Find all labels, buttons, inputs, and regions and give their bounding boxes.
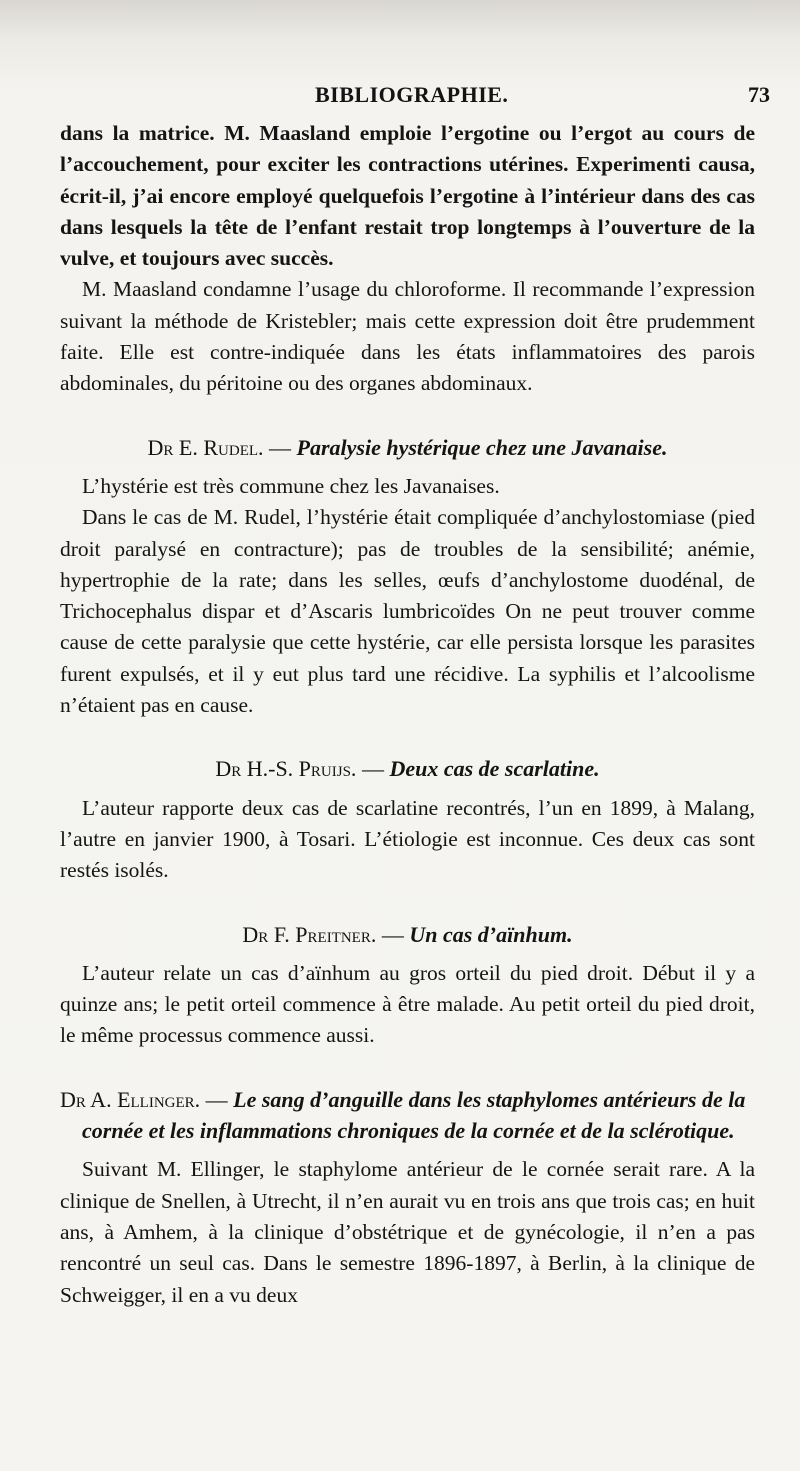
entry-dash: — — [200, 1086, 234, 1112]
paragraph-rudel-1: L’hystérie est très commune chez les Javanaises. — [82, 473, 500, 498]
paragraph-ellinger: Suivant M. Ellinger, le staphylome antérieur de le cornée serait rare. A la clinique de Snellen, à Utrecht, il n’en aurait vu en trois ans que trois cas; en huit ans, à Amhem, à la clinique d’obstétrique et de gynécologie, il n’en a pas rencontré un seul cas. Dans le semestre 1896-1897, à Berlin, à la clinique de Schweigger, il en a vu deux — [60, 1157, 755, 1307]
paragraph-pruijs: L’auteur rapporte deux cas de scarlatine recontrés, l’un en 1899, à Malang, l’autre en janvier 1900, à Tosari. L’étiologie est inconnue. Ces deux cas sont restés isolés. — [60, 795, 755, 883]
paragraph-chloroform: M. Maasland condamne l’usage du chloroforme. Il recommande l’expression suivant la méthode de Kristebler; mais cette expression doit être prudemment faite. Elle est contre-indiquée dans les états inflammatoires des parois abdominales, du péritoine ou des organes abdominaux. — [60, 277, 755, 396]
entry-dash: — — [263, 434, 297, 460]
entry-dash: — — [376, 921, 410, 947]
entry-subject: Deux cas de scarlatine. — [389, 756, 600, 782]
paragraph-preitner: L’auteur relate un cas d’aïnhum au gros orteil du pied droit. Début il y a quinze ans; le petit orteil commence à être malade. Au petit orteil du pied droit, le même processus commence aussi. — [60, 960, 755, 1048]
entry-author: Dr E. Rudel. — [147, 434, 264, 460]
entry-title-pruijs — [60, 753, 755, 784]
entry-author: Dr H.-S. Pruijs. — [215, 756, 357, 782]
paragraph-rudel-2: Dans le cas de M. Rudel, l’hystérie était compliquée d’anchylostomiase (pied droit paralysé en contracture); pas de troubles de la sensibilité; anémie, hypertrophie de la rate; dans les selles, œufs d’anchylostome duodénal, de Trichocephalus dispar et d’Ascaris lumbricoïdes On ne peut trouver comme cause de cette paralysie que cette hystérie, car elle persista lorsque les parasites furent expulsés, et il y eut plus tard une récidive. La syphilis et l’alcoolisme n’étaient pas en cause. — [60, 505, 755, 718]
page-number: 73 — [748, 82, 770, 107]
page-header — [60, 78, 770, 114]
entry-subject: Paralysie hystérique chez une Javanaise. — [296, 434, 668, 460]
entry-subject: Un cas d’aïnhum. — [409, 921, 573, 947]
entry-dash: — — [356, 756, 390, 782]
paragraph-continued: dans la matrice. M. Maasland emploie l’ergotine ou l’ergot au cours de l’accouchement, pour exciter les contractions utérines. Experimenti causa, écrit-il, j’ai encore employé quelquefois l’ergotine à l’intérieur dans des cas dans lesquels la tête de l’enfant restait trop longtemps à l’ouverture de la vulve, et toujours avec succès. — [60, 121, 755, 271]
entry-author: Dr F. Preitner. — [242, 921, 377, 947]
page-body — [60, 118, 755, 1311]
entry-title-preitner — [60, 919, 755, 950]
entry-title-rudel — [60, 432, 755, 463]
running-head: BIBLIOGRAPHIE. — [315, 82, 509, 107]
entry-title-ellinger — [60, 1084, 755, 1147]
entry-subject: Le sang d’anguille dans les staphylomes antérieurs de la cornée et les inflammations chroniques de la cornée et de la sclérotique. — [82, 1086, 746, 1144]
entry-author: Dr A. Ellinger. — [60, 1086, 201, 1112]
